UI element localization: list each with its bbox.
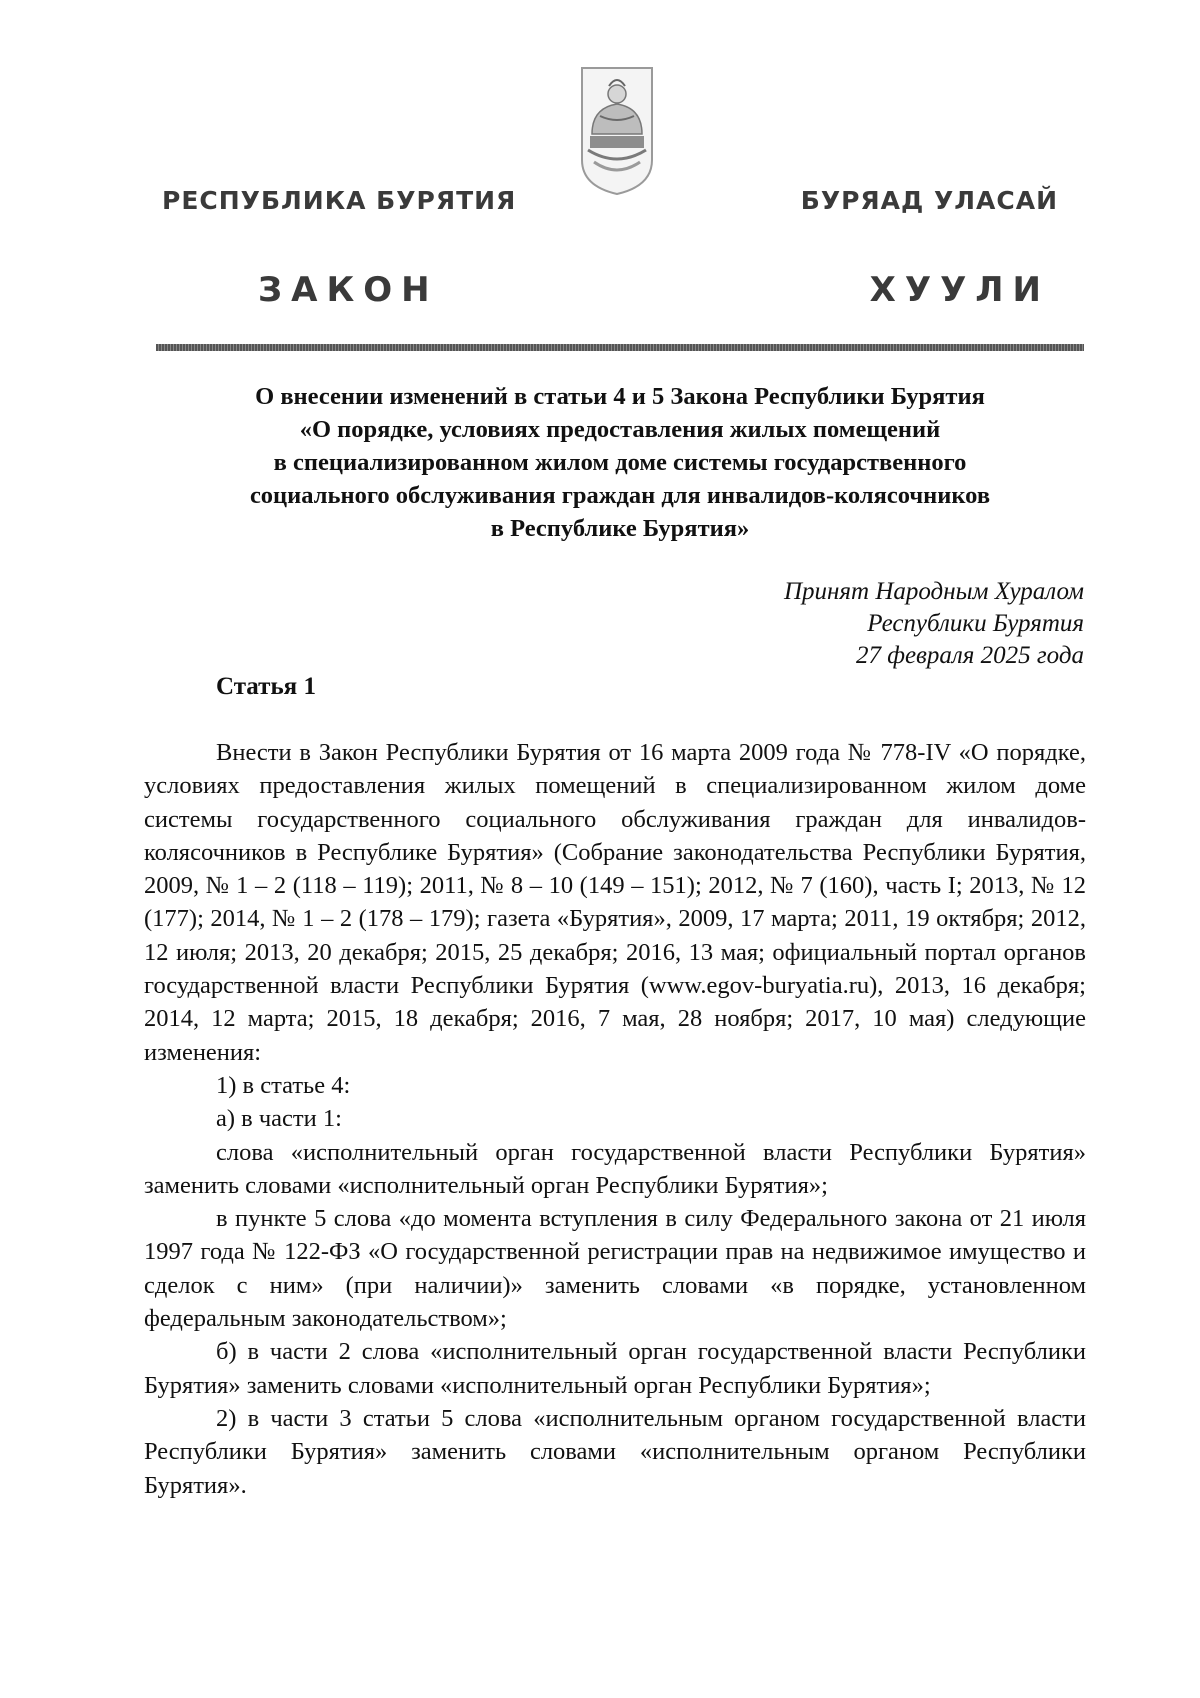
paragraph: б) в части 2 слова «исполнительный орган государственной власти Республики Бурятия» заменить словами «исполнительный орган Республики Бурятия»; <box>144 1338 1086 1399</box>
article-heading: Статья 1 <box>216 673 316 700</box>
title-line: «О порядке, условиях предоставления жилых помещений <box>299 416 941 443</box>
paragraph: слова «исполнительный орган государственной власти Республики Бурятия» заменить словами «исполнительный орган Республики Бурятия»; <box>144 1138 1086 1199</box>
law-label-russian: ЗАКОН <box>258 270 439 310</box>
title-line: в Республике Бурятия» <box>490 515 750 542</box>
law-label-buryat: ХУУЛИ <box>869 270 1050 310</box>
header-divider <box>156 344 1084 351</box>
article-body <box>144 736 1086 1502</box>
adoption-line: Принят Народным Хуралом <box>783 578 1084 605</box>
paragraph: а) в части 1: <box>216 1105 342 1133</box>
paragraph: 2) в части 3 статьи 5 слова «исполнительным органом государственной власти Республики Бурятия» заменить словами «исполнительным органом Республики Бурятия». <box>144 1404 1086 1499</box>
title-line: в специализированном жилом доме системы государственного <box>273 449 967 476</box>
paragraph: 1) в статье 4: <box>216 1071 351 1099</box>
title-line: О внесении изменений в статьи 4 и 5 Закона Республики Бурятия <box>255 383 985 410</box>
paragraph: в пункте 5 слова «до момента вступления в силу Федерального закона от 21 июля 1997 года № 122-ФЗ «О государственной регистрации прав на недвижимое имущество и сделок с ним» (при наличии)» заменить словами «в порядке, установленном федеральным законодательством»; <box>144 1205 1086 1333</box>
coat-of-arms-icon <box>578 64 656 196</box>
adoption-note <box>784 576 1084 672</box>
paragraph: Внести в Закон Республики Бурятия от 16 марта 2009 года № 778-IV «О порядке, условиях предоставления жилых помещений в специализированном жилом доме системы государственного социального обслуживания граждан для инвалидов-колясочников в Республике Бурятия» (Собрание законодательства Республики Бурятия, 2009, № 1 – 2 (118 – 119); 2011, № 8 – 10 (149 – 151); 2012, № 7 (160), часть I; 2013, № 12 (177); 2014, № 1 – 2 (178 – 179); газета «Бурятия», 2009, 17 марта; 2011, 19 октября; 2012, 12 июля; 2013, 20 декабря; 2015, 25 декабря; 2016, 13 мая; официальный портал органов государственной власти Республики Бурятия (www.egov-buryatia.ru), 2013, 16 декабря; 2014, 12 марта; 2015, 18 декабря; 2016, 7 мая, 28 ноября; 2017, 10 мая) следующие изменения: <box>144 739 1086 1066</box>
law-title <box>150 380 1090 545</box>
republic-name-russian: РЕСПУБЛИКА БУРЯТИЯ <box>162 186 517 215</box>
title-line: социального обслуживания граждан для инвалидов-колясочников <box>249 482 991 509</box>
adoption-date: 27 февраля 2025 года <box>855 642 1084 669</box>
republic-name-buryat: БУРЯАД УЛАСАЙ <box>800 186 1058 215</box>
adoption-line: Республики Бурятия <box>867 610 1084 637</box>
